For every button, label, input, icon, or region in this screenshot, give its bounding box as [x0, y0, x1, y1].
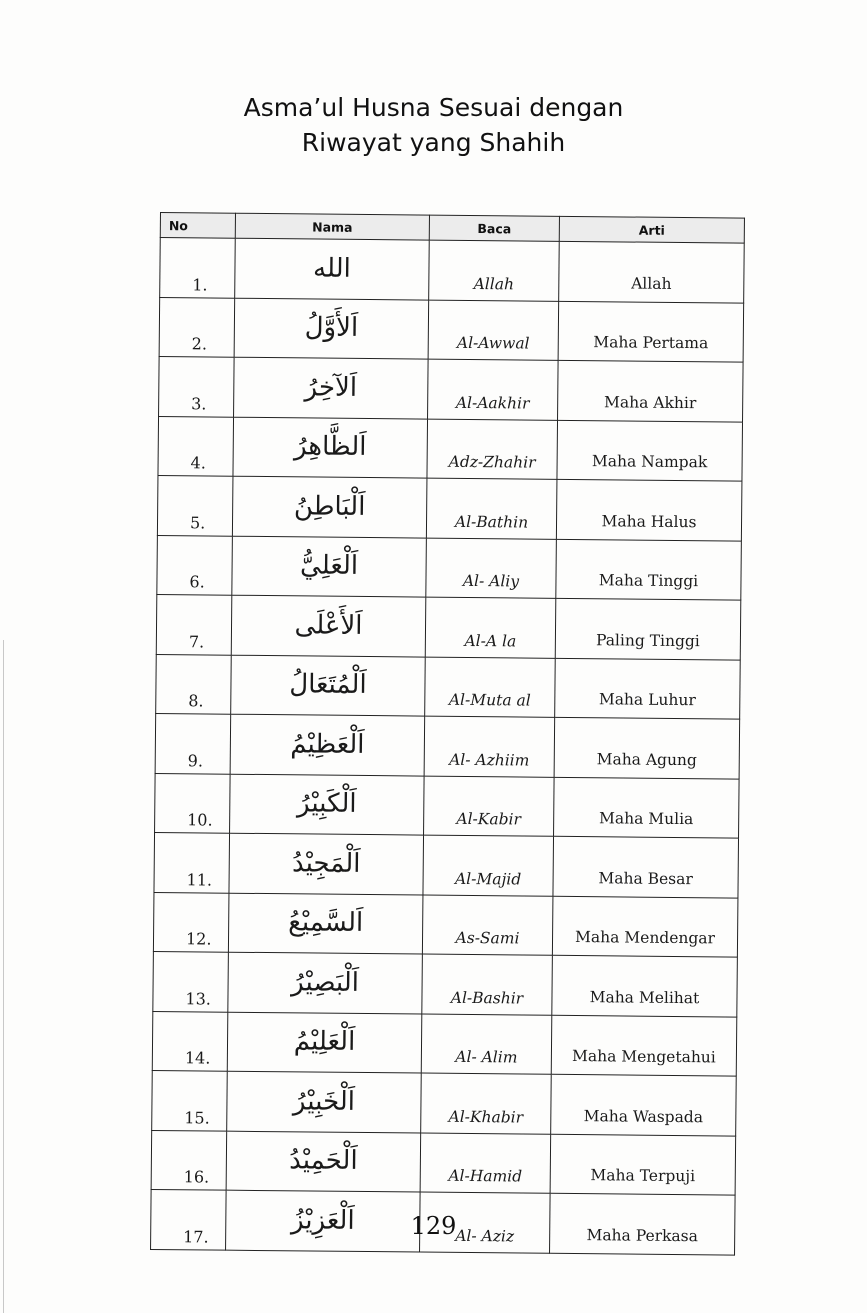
table-row	[159, 356, 744, 421]
row-meaning: Maha Waspada	[551, 1074, 737, 1135]
table-row	[152, 1011, 737, 1076]
row-meaning: Maha Akhir	[558, 360, 744, 421]
page-title	[0, 90, 867, 160]
row-number: 8.	[156, 654, 232, 714]
row-arabic-name: اَلْبَصِيْرُ	[228, 952, 423, 1013]
row-number: 5.	[157, 475, 233, 535]
row-number: 4.	[158, 416, 234, 476]
asmaul-husna-table	[150, 212, 745, 1255]
row-transliteration: As-Sami	[422, 895, 553, 956]
row-meaning: Maha Mengetahui	[551, 1015, 737, 1076]
row-transliteration: Al-A la	[425, 597, 556, 658]
row-number: 17.	[151, 1189, 227, 1249]
row-arabic-name: اَلأَوَّلُ	[234, 298, 429, 359]
title-line-1: Asma’ul Husna Sesuai dengan	[243, 93, 624, 122]
row-transliteration: Al-Bashir	[422, 954, 553, 1015]
row-arabic-name: اَلْعَظِيْمُ	[230, 714, 425, 775]
row-transliteration: Al- Alim	[421, 1014, 552, 1075]
row-arabic-name: اَلْبَاطِنُ	[232, 476, 427, 537]
row-arabic-name: اَلْعَلِيُّ	[232, 536, 427, 597]
row-transliteration: Allah	[429, 240, 560, 301]
table-row	[155, 713, 740, 778]
row-meaning: Maha Halus	[556, 479, 742, 540]
row-transliteration: Al- Aziz	[420, 1192, 551, 1253]
row-transliteration: Al-Kabir	[424, 776, 555, 837]
row-number: 2.	[159, 297, 235, 357]
row-transliteration: Al-Muta al	[425, 657, 556, 718]
header-no: No	[160, 213, 235, 239]
table-row	[154, 832, 739, 897]
row-transliteration: Al-Majid	[423, 835, 554, 896]
row-number: 10.	[155, 773, 231, 833]
row-meaning: Maha Melihat	[552, 955, 738, 1016]
row-transliteration: Al- Aliy	[426, 538, 557, 599]
table-row	[152, 1070, 737, 1135]
table-row	[156, 594, 741, 659]
row-meaning: Maha Mendengar	[552, 896, 738, 957]
table-row	[157, 535, 742, 600]
row-meaning: Maha Perkasa	[550, 1193, 736, 1254]
row-number: 14.	[152, 1011, 228, 1071]
row-arabic-name: اَلْمُتَعَالُ	[231, 655, 426, 716]
table-row	[156, 654, 741, 719]
row-number: 13.	[153, 951, 229, 1011]
table-row	[153, 951, 738, 1016]
row-transliteration: Adz-Zhahir	[427, 419, 558, 480]
row-transliteration: Al- Azhiim	[424, 716, 555, 777]
row-number: 11.	[154, 832, 230, 892]
row-meaning: Maha Mulia	[554, 777, 740, 838]
row-meaning: Allah	[559, 241, 745, 302]
table-row	[153, 892, 738, 957]
row-arabic-name: اَلْكَبِيْرُ	[230, 774, 425, 835]
table-row	[160, 238, 745, 303]
row-meaning: Maha Luhur	[555, 658, 741, 719]
row-number: 16.	[151, 1130, 227, 1190]
row-arabic-name: اَلأَعْلَى	[231, 595, 426, 656]
table-row	[157, 475, 742, 540]
row-meaning: Maha Terpuji	[550, 1134, 736, 1195]
row-arabic-name: اَلْحَمِيْدُ	[226, 1131, 421, 1192]
row-meaning: Maha Agung	[554, 717, 740, 778]
table-row	[159, 297, 744, 362]
header-arti: Arti	[559, 216, 744, 243]
header-nama: Nama	[235, 213, 429, 240]
header-baca: Baca	[429, 215, 559, 241]
row-arabic-name: اَلآخِرُ	[234, 357, 429, 418]
row-transliteration: Al-Bathin	[426, 478, 557, 539]
row-transliteration: Al-Khabir	[421, 1073, 552, 1134]
table-row	[158, 416, 743, 481]
row-arabic-name: اَلْمَجِيْدُ	[229, 833, 424, 894]
row-number: 1.	[160, 238, 236, 298]
table-row	[155, 773, 740, 838]
row-number: 3.	[159, 356, 235, 416]
row-number: 6.	[157, 535, 233, 595]
row-transliteration: Al-Aakhir	[428, 359, 559, 420]
row-arabic-name: اَلْخَبِيْرُ	[227, 1071, 422, 1132]
row-number: 7.	[156, 594, 232, 654]
row-arabic-name: اَلسَّمِيْعُ	[228, 893, 423, 954]
row-arabic-name: اَلْعَزِيْزُ	[226, 1190, 421, 1251]
row-number: 9.	[155, 713, 231, 773]
row-number: 12.	[153, 892, 229, 952]
row-meaning: Maha Nampak	[557, 420, 743, 481]
row-transliteration: Al-Awwal	[428, 300, 559, 361]
row-arabic-name: اَلظَّاهِرُ	[233, 417, 428, 478]
title-line-2: Riwayat yang Shahih	[301, 128, 566, 157]
row-transliteration: Al-Hamid	[420, 1133, 551, 1194]
row-meaning: Paling Tinggi	[555, 598, 741, 659]
row-meaning: Maha Besar	[553, 836, 739, 897]
row-meaning: Maha Pertama	[558, 301, 744, 362]
page-number: 129	[410, 1212, 457, 1240]
row-arabic-name: الله	[235, 238, 430, 299]
row-number: 15.	[152, 1070, 228, 1130]
row-meaning: Maha Tinggi	[556, 539, 742, 600]
row-arabic-name: اَلْعَلِيْمُ	[227, 1012, 422, 1073]
table-row	[151, 1130, 736, 1195]
